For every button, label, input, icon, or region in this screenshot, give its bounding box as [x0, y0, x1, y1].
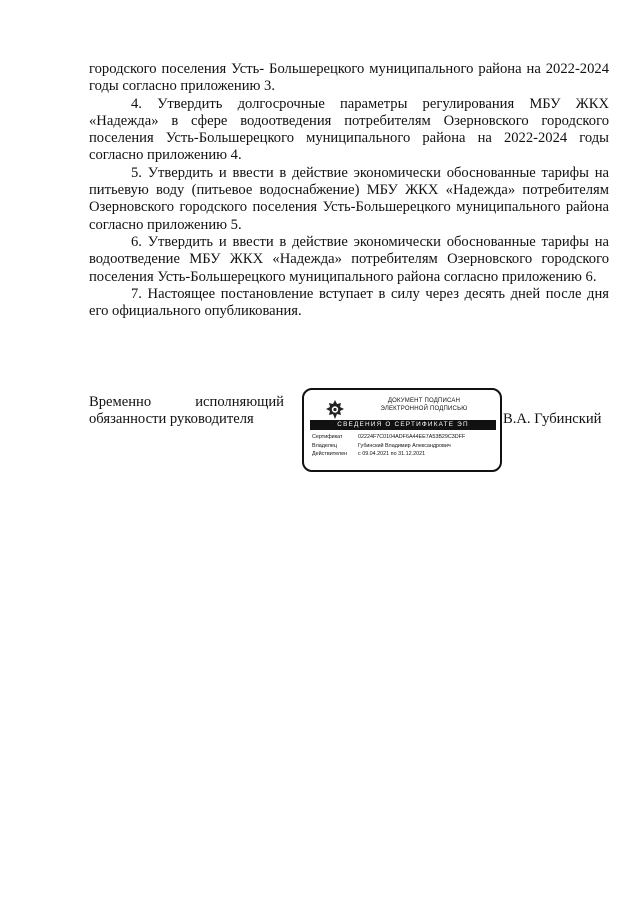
- stamp-row-key: Действителен: [312, 451, 348, 457]
- coat-of-arms-icon: [324, 399, 346, 421]
- paragraph-continuation: городского поселения Усть- Большерецкого муниципального района на 2022-2024 годы согласно приложению 3.: [89, 61, 609, 95]
- stamp-row-validity: [312, 450, 498, 459]
- stamp-title: [354, 397, 494, 413]
- paragraph-item-4: 4. Утвердить долгосрочные параметры регулирования МБУ ЖКХ «Надежда» в сфере водоотведения потребителям Озерновского городского поселения Усть-Большерецкого муниципального района на 2022-2024 годы согласно приложению 4.: [89, 95, 609, 164]
- position-word-1: Временно: [89, 394, 152, 410]
- paragraph-item-5: 5. Утвердить и ввести в действие экономически обоснованные тарифы на питьевую воду (питьевое водоснабжение) МБУ ЖКХ «Надежда» потребителям Озерновского городского поселения Усть-Большерецкого муниципального района согласно приложению 5.: [89, 164, 609, 233]
- stamp-certificate-bar: СВЕДЕНИЯ О СЕРТИФИКАТЕ ЭП: [310, 420, 496, 430]
- stamp-details: [312, 433, 498, 459]
- signatory-position-line2: обязанности руководителя: [89, 411, 254, 428]
- signatory-name: В.А. Губинский: [503, 411, 602, 427]
- stamp-row-value: 02224F7C0104ADF6A44EE7A53B29C3DFF: [358, 434, 466, 440]
- stamp-row-value: Губинский Владимир Александрович: [358, 442, 451, 449]
- stamp-title-line2: ЭЛЕКТРОННОЙ ПОДПИСЬЮ: [380, 406, 468, 412]
- signatory-position: [89, 394, 284, 429]
- document-body: [89, 61, 609, 320]
- paragraph-item-7: 7. Настоящее постановление вступает в силу через десять дней после дня его официального опубликования.: [89, 285, 609, 320]
- electronic-signature-stamp: [302, 388, 502, 472]
- stamp-title-line1: ДОКУМЕНТ ПОДПИСАН: [387, 398, 461, 404]
- stamp-row-key: Сертификат: [312, 434, 343, 440]
- position-word-2: исполняющий: [195, 394, 284, 410]
- paragraph-item-6: 6. Утвердить и ввести в действие экономически обоснованные тарифы на водоотведение МБУ ЖКХ «Надежда» потребителям Озерновского городского поселения Усть-Большерецкого муниципального района согласно приложению 6.: [89, 233, 609, 285]
- signatory-position-line1: [89, 394, 284, 411]
- stamp-row-value: с 09.04.2021 по 31.12.2021: [358, 451, 426, 457]
- stamp-row-key: Владелец: [312, 442, 337, 449]
- stamp-row-certificate: [312, 433, 498, 442]
- stamp-row-owner: [312, 442, 498, 451]
